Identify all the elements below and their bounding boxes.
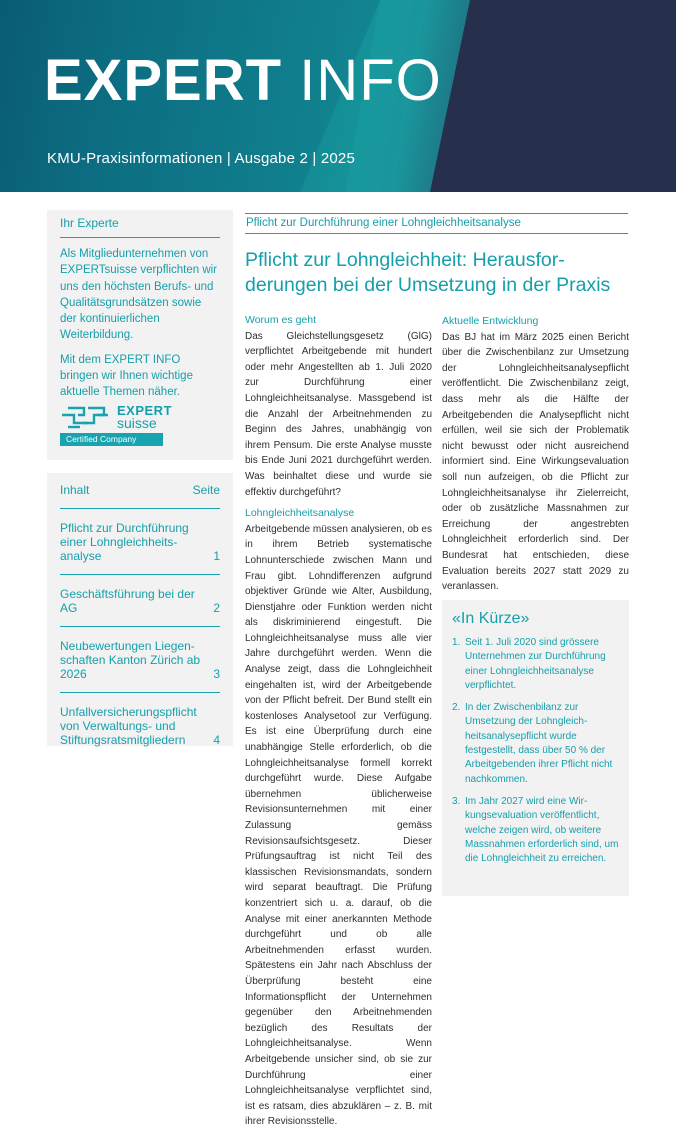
- expert-paragraph-2: Mit dem EXPERT INFO bringen wir Ihnen wichtige aktuelle Themen näher.: [60, 353, 193, 399]
- expert-box-text: [60, 246, 220, 401]
- section-heading-worum: Worum es geht: [245, 314, 317, 326]
- toc-item[interactable]: [60, 575, 220, 627]
- list-item-number: 2.: [452, 702, 461, 714]
- article-breadcrumb: Pflicht zur Durchführung einer Lohngleichheitsanalyse: [245, 213, 628, 234]
- article-column-left: [245, 313, 432, 1130]
- list-item-text: Seit 1. Juli 2020 sind grössere Unternehmen zur Durchführung einer Lohngleichheitsanalyse verpflichtet.: [465, 637, 606, 691]
- list-item-text: Im Jahr 2027 wird eine Wirkungsevaluation veröffentlicht, welche zeigen wird, ob weitere Massnahmen erforderlich sind, um die Lohngleichheit zu erreichen.: [465, 795, 619, 865]
- toc-item-page: 3: [213, 667, 220, 681]
- toc-header: [60, 483, 220, 509]
- toc-item-page: 1: [213, 549, 220, 563]
- masthead-subtitle: KMU-Praxisinformationen | Ausgabe 2 | 2025: [47, 150, 356, 167]
- in-kuerze-list: [452, 636, 619, 866]
- section-text-analyse: Arbeitgebende müssen analysieren, ob es in ihrem Betrieb systematische Lohnunterschiede zwischen Mann und Frau gibt. Lohndifferenzen aufgrund objektiver Gründe wie Alter, Ausbildung, Dienstjahre oder Funktion werden nicht als diskriminierend eingestuft. Die Lohngleichheitsanalyse muss alle vier Jahre durchgeführt werden. Wenn die Analyse zeigt, dass die Lohngleichheit eingehalten ist, wird der Arbeitgebende von der Pflicht befreit. Der Bund stellt ein kostenloses Analysetool zur Verfügung. Es ist eine Überprüfung durch eine unabhängige Stelle erforderlich, ob die Lohngleichheitsanalyse formell korrekt durchgeführt wurde. Diese Aufgabe übernehmen üblicherweise Revisionsunternehmen mit einer Zulassung gemäss Revisionsaufsichtsgesetz. Dieser Prüfungsauftrag ist nicht Teil des klassischen Revisionsmandats, sondern wird separat beauftragt. Die Prüfung konzentriert sich u. a. darauf, ob die Analyse mit einer anerkannten Methode durchgeführt und ob alle Arbeitnehmenden erfasst wurden. Spätestens ein Jahr nach Abschluss der Überprüfung besteht eine Informationspflicht der Unternehmen gegenüber den Arbeitnehmenden bezüglich des Resultats der Lohngleichheitsanalyse. Wenn Arbeitgebende unsicher sind, ob sie zur Durchführung einer Lohngleichheitsanalyse verpflichtet sind, ist es ratsam, dies abzuklären – z. B. mit ihrer Revisionsstelle.: [245, 523, 432, 1128]
- toc-item-page: 4: [213, 733, 220, 747]
- in-kuerze-box: [442, 600, 629, 896]
- list-item-number: 3.: [452, 795, 461, 807]
- list-item: [452, 795, 619, 866]
- list-item: [452, 701, 619, 787]
- toc-item-page: 2: [213, 601, 220, 615]
- toc-page-heading: Seite: [192, 483, 220, 497]
- expert-box-heading: Ihr Experte: [60, 216, 220, 238]
- toc-item-label: Neubewertungen Liegenschaften Kanton Zürich ab 2026: [60, 639, 201, 681]
- list-item-text: In der Zwischenbilanz zur Umsetzung der Lohngleichheitsanalysepflicht wurde festgestellt, dass über 50 % der Arbeitgebenden ihrer Pflicht nicht nachkommen.: [465, 702, 613, 785]
- certified-badge: Certified Company: [60, 433, 163, 446]
- toc-item[interactable]: [60, 509, 220, 575]
- article-headline: Pflicht zur Lohngleichheit: Herausforderungen bei der Umsetzung in der Praxis: [245, 249, 611, 296]
- logo-text-expert: EXPERT: [117, 403, 173, 418]
- masthead-title: [44, 50, 442, 112]
- expertsuisse-logo-icon: [60, 403, 112, 429]
- toc-item-label: Unfallversicherungspflicht von Verwaltungs- und Stiftungsratsmitgliedern: [60, 705, 197, 747]
- toc-heading: Inhalt: [60, 483, 90, 497]
- toc-item-label: Pflicht zur Durchführung einer Lohngleichheitsanalyse: [60, 521, 189, 563]
- toc-item[interactable]: [60, 627, 220, 693]
- toc-item-label: Geschäftsführung bei der AG: [60, 587, 195, 615]
- expert-box: [47, 210, 233, 460]
- section-heading-analyse: Lohngleichheitsanalyse: [245, 507, 355, 520]
- article-column-right: [442, 314, 629, 595]
- list-item-number: 1.: [452, 637, 461, 648]
- masthead-title-bold: EXPERT: [44, 48, 283, 113]
- in-kuerze-title: «In Kürze»: [452, 610, 530, 627]
- header-banner: [0, 0, 676, 192]
- toc-item[interactable]: [60, 693, 220, 758]
- table-of-contents: [47, 473, 233, 746]
- list-item: [452, 636, 619, 693]
- expert-paragraph-1: Als Mitgliedunternehmen von EXPERTsuisse verpflichten wir uns den höchsten Berufs- und Qualitätsgrundsätzen sowie der kontinuierlichen Weiterbildung.: [60, 248, 218, 342]
- logo-text-suisse: suisse: [117, 415, 157, 431]
- masthead-title-light: INFO: [299, 48, 442, 113]
- section-heading-entwicklung: Aktuelle Entwicklung: [442, 315, 539, 327]
- expertsuisse-logo: [60, 403, 173, 434]
- section-text-entwicklung: Das BJ hat im März 2025 einen Bericht über die Zwischenbilanz zur Umsetzung der Lohngleichheitsanalysepflicht veröffentlicht. Die Zwischenbilanz zeigt, dass mehr als die Hälfte der Arbeitgebenden die Analysepflicht nicht erfüllen, weil sie sich der Problematik nicht bewusst oder nicht ausreichend informiert sind. Eine Wirkungsevaluation soll nun aufzeigen, ob die Pflicht zur Lohngleichheitsanalyse ihr Zielerreicht, oder ob zusätzliche Massnahmen zur Erreichung der angestrebten Lohngleichheit erforderlich sind. Der Bundesrat hat entschieden, diese Evaluation bereits 2027 statt 2029 zu veranlassen.: [442, 331, 629, 593]
- section-text-worum: Das Gleichstellungsgesetz (GlG) verpflichtet Arbeitgebende mit hundert oder mehr Angestellten ab 1. Juli 2020 zur Durchführung einer Lohngleichheitsanalyse. Massgebend ist die Anzahl der Arbeitnehmenden zu Beginn des Jahres, unabhängig von ihrem Pensum. Die erste Analyse musste bis Ende Juni 2021 durchgeführt werden. Was beinhaltet diese und wurde sie effektiv durchgeführt?: [245, 330, 432, 498]
